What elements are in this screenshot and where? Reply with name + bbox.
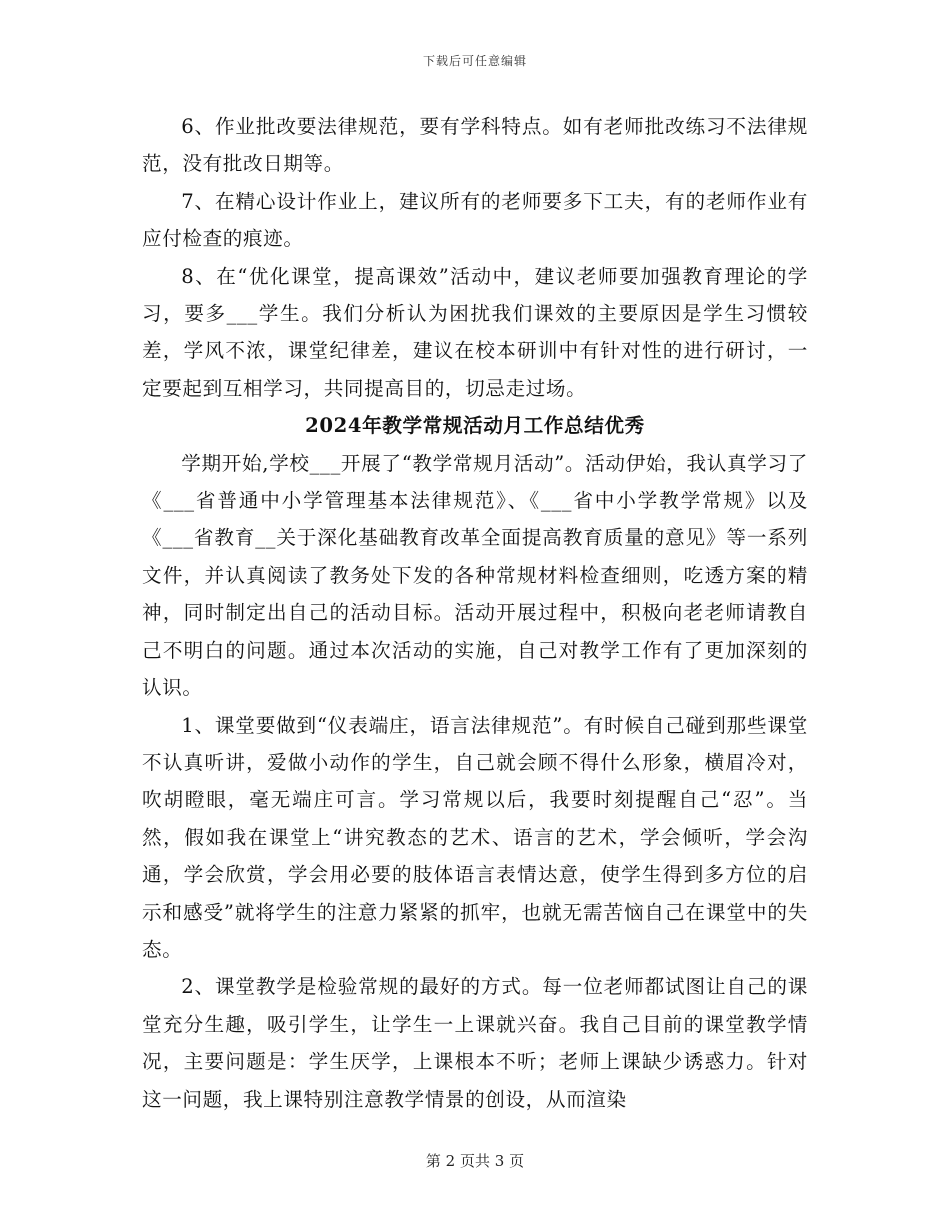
paragraph-item-8: 8、在“优化课堂，提高课效”活动中，建议老师要加强教育理论的学习，要多___学生。我们分析认为困扰我们课效的主要原因是学生习惯较差，学风不浓，课堂纪律差，建议在校本研训中有针对性的进行研讨，一定要起到互相学习，共同提高目的，切忌走过场。 (142, 264, 808, 400)
paragraph-item-6: 6、作业批改要法律规范，要有学科特点。如有老师批改练习不法律规范，没有批改日期等。 (142, 115, 808, 176)
paragraph-intro: 学期开始,学校___开展了“教学常规月活动”。活动伊始，我认真学习了《___省普通中小学管理基本法律规范》、《___省中小学教学常规》以及《___省教育__关于深化基础教育改革全面提高教育质量的意见》等一系列文件，并认真阅读了教务处下发的各种常规材料检查细则，吃透方案的精神，同时制定出自己的活动目标。活动开展过程中，积极向老老师请教自己不明白的问题。通过本次活动的实施，自己对教学工作有了更加深刻的认识。 (142, 451, 808, 700)
paragraph-item-7: 7、在精心设计作业上，建议所有的老师要多下工夫，有的老师作业有应付检查的痕迹。 (142, 189, 808, 251)
section-heading: 2024年教学常规活动月工作总结优秀 (305, 414, 645, 438)
paragraph-point-2: 2、课堂教学是检验常规的最好的方式。每一位老师都试图让自己的课堂充分生趣，吸引学生，让学生一上课就兴奋。我自己目前的课堂教学情况，主要问题是：学生厌学，上课根本不听；老师上课缺少诱惑力。针对这一问题，我上课特别注意教学情景的创设，从而渲染 (142, 975, 808, 1111)
page-header: 下载后可任意编辑 (422, 54, 527, 68)
page-footer: 第 2 页共 3 页 (425, 1152, 525, 1170)
paragraph-point-1: 1、课堂要做到“仪表端庄，语言法律规范”。有时候自己碰到那些课堂不认真听讲，爱做小动作的学生，自己就会顾不得什么形象，横眉冷对，吹胡瞪眼，毫无端庄可言。学习常规以后，我要时刻提醒自己“忍”。当然，假如我在课堂上“讲究教态的艺术、语言的艺术，学会倾听，学会沟通，学会欣赏，学会用必要的肢体语言表情达意，使学生得到多方位的启示和感受”就将学生的注意力紧紧的抓牢，也就无需苦恼自己在课堂中的失态。 (142, 713, 808, 961)
document-body (142, 108, 808, 1118)
